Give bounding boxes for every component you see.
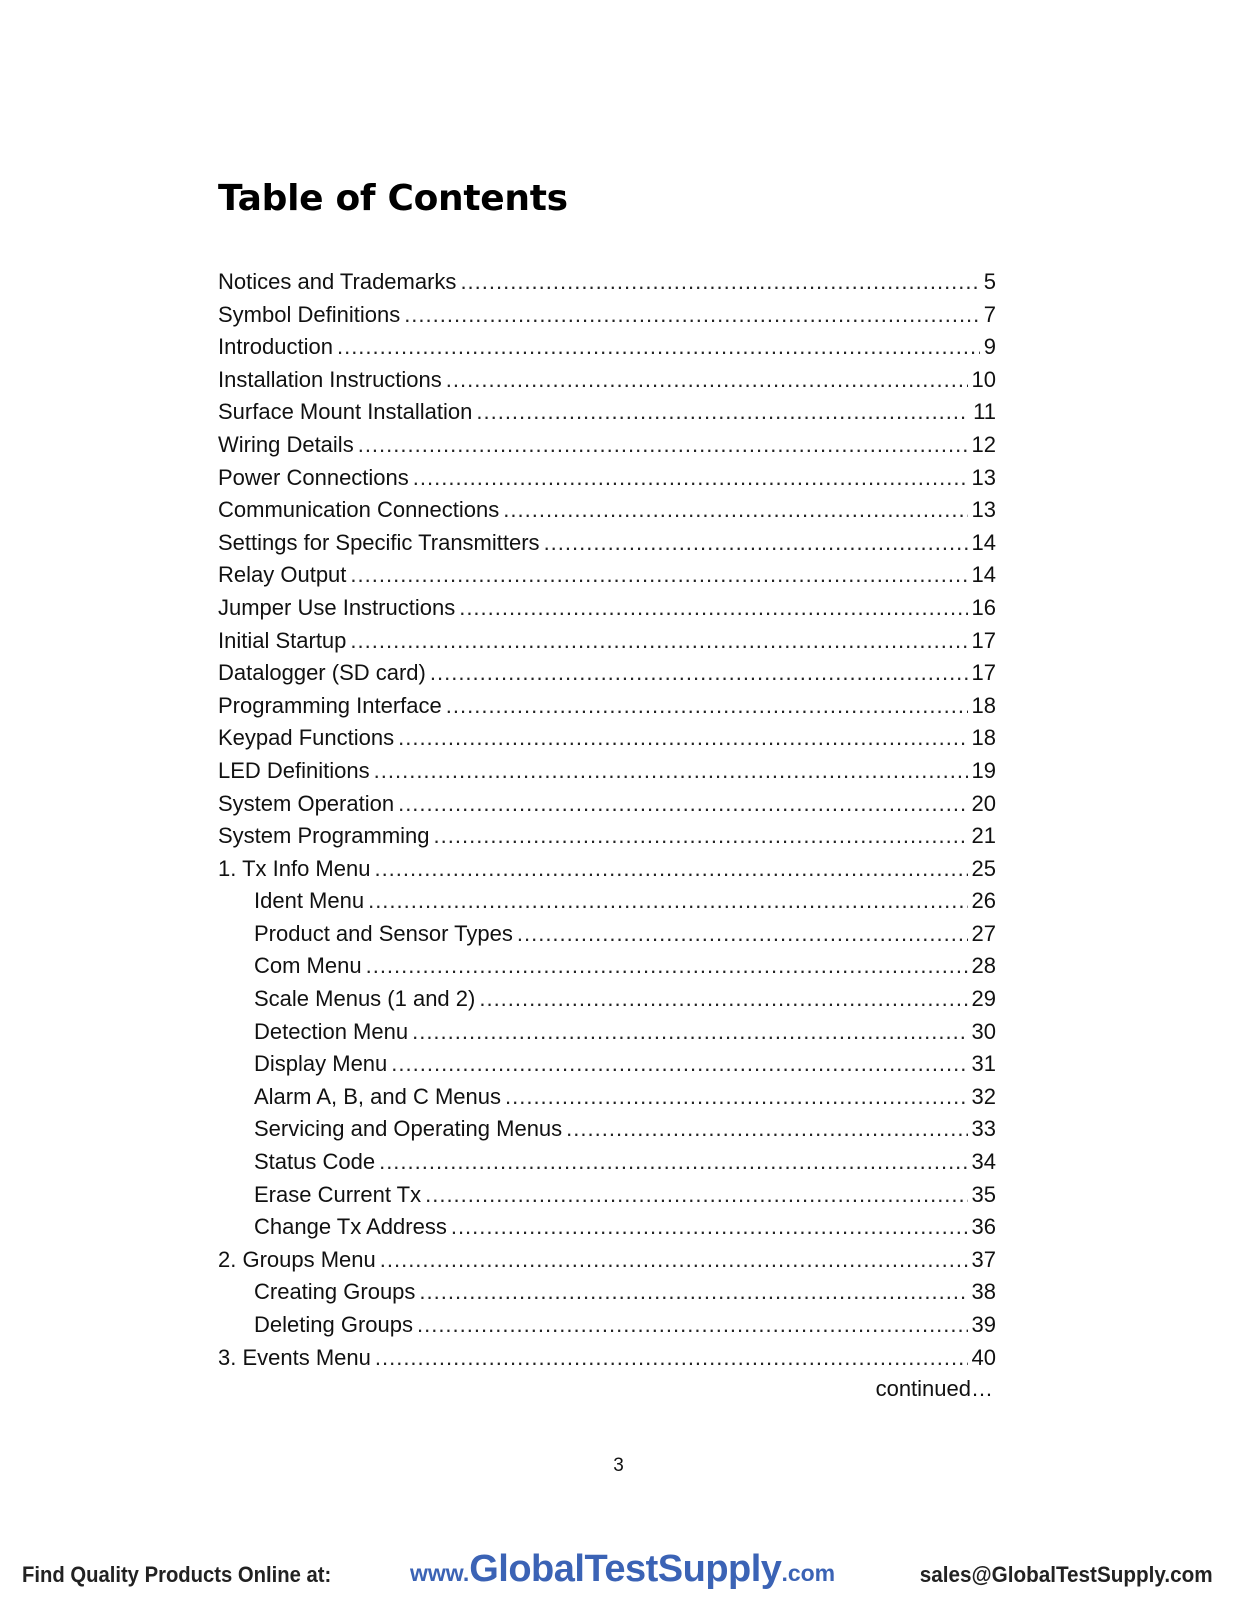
toc-dot-leader (368, 885, 967, 918)
toc-entry-label: 2. Groups Menu (218, 1246, 376, 1272)
toc-entry[interactable] (218, 885, 996, 918)
toc-entry[interactable] (218, 722, 996, 755)
page-title: Table of Contents (218, 178, 568, 219)
toc-dot-leader (366, 950, 968, 983)
toc-entry-label: Keypad Functions (218, 725, 395, 751)
toc-dot-leader (358, 429, 968, 462)
toc-entry-page: 17 (971, 660, 996, 686)
toc-entry-label: Introduction (218, 334, 333, 360)
toc-entry-page: 20 (971, 790, 996, 816)
toc-dot-leader (375, 1342, 968, 1375)
toc-entry[interactable] (218, 1146, 996, 1179)
toc-entry-page: 7 (983, 301, 996, 327)
toc-entry-page: 5 (983, 269, 996, 294)
toc-entry[interactable] (218, 364, 996, 397)
toc-dot-leader (350, 559, 967, 592)
toc-dot-leader (479, 983, 967, 1016)
toc-entry-label: Jumper Use Instructions (218, 594, 456, 620)
toc-dot-leader (379, 1146, 967, 1179)
toc-entry-page: 38 (971, 1279, 996, 1305)
toc-entry[interactable] (218, 690, 996, 723)
toc-entry[interactable] (218, 1048, 996, 1081)
toc-entry-label: Surface Mount Installation (218, 399, 473, 425)
toc-entry[interactable] (218, 1309, 996, 1342)
toc-entry[interactable] (218, 657, 996, 690)
toc-entry[interactable] (218, 1016, 996, 1049)
toc-dot-leader (374, 853, 967, 886)
toc-dot-leader (451, 1211, 968, 1244)
toc-entry-label: Relay Output (218, 562, 347, 588)
toc-entry-label: Scale Menus (1 and 2) (254, 986, 476, 1012)
toc-dot-leader (505, 1081, 968, 1114)
toc-entry-page: 13 (971, 497, 996, 523)
toc-entry-label: System Operation (218, 790, 395, 816)
toc-dot-leader (350, 625, 967, 658)
footer-tagline: Find Quality Products Online at: (22, 1562, 332, 1587)
toc-entry-label: Notices and Trademarks (218, 269, 457, 294)
toc-entry[interactable] (218, 396, 996, 429)
toc-entry-label: Installation Instructions (218, 366, 442, 392)
toc-entry-page: 14 (971, 529, 996, 555)
toc-entry[interactable] (218, 559, 996, 592)
toc-entry[interactable] (218, 592, 996, 625)
toc-entry-page: 25 (971, 855, 996, 881)
toc-entry-page: 32 (971, 1083, 996, 1109)
toc-dot-leader (380, 1244, 968, 1277)
toc-entry-label: Detection Menu (254, 1018, 409, 1044)
toc-entry-label: Servicing and Operating Menus (254, 1116, 563, 1142)
page-number: 3 (613, 1455, 624, 1476)
toc-entry[interactable] (218, 788, 996, 821)
toc-entry-label: Datalogger (SD card) (218, 660, 426, 686)
toc-dot-leader (517, 918, 968, 951)
toc-dot-leader (412, 1016, 967, 1049)
toc-entry[interactable] (218, 853, 996, 886)
toc-dot-leader (430, 657, 968, 690)
footer-site-name: GlobalTestSupply (469, 1548, 782, 1590)
toc-entry[interactable] (218, 1081, 996, 1114)
toc-entry-label: Ident Menu (254, 888, 365, 914)
toc-entry-label: 3. Events Menu (218, 1344, 371, 1370)
toc-entry-page: 34 (971, 1149, 996, 1175)
toc-entry[interactable] (218, 1342, 996, 1375)
toc-entry-label: Symbol Definitions (218, 301, 401, 327)
toc-entry-page: 11 (973, 399, 996, 425)
toc-entry-page: 35 (971, 1181, 996, 1207)
toc-dot-leader (398, 788, 967, 821)
toc-entry-page: 21 (971, 823, 996, 849)
toc-entry-label: Com Menu (254, 953, 362, 979)
toc-entry[interactable] (218, 625, 996, 658)
toc-dot-leader (374, 755, 968, 788)
toc-entry[interactable] (218, 299, 996, 332)
toc-entry-label: Erase Current Tx (254, 1181, 422, 1207)
toc-entry-page: 31 (971, 1051, 996, 1077)
toc-entry[interactable] (218, 755, 996, 788)
toc-entry-label: Status Code (254, 1149, 376, 1175)
toc-entry-page: 17 (971, 627, 996, 653)
toc-dot-leader (404, 299, 980, 332)
toc-dot-leader (434, 820, 968, 853)
toc-entry[interactable] (218, 462, 996, 495)
toc-entry-label: Communication Connections (218, 497, 500, 523)
toc-entry-page: 33 (971, 1116, 996, 1142)
toc-entry[interactable] (218, 1211, 996, 1244)
toc-entry-page: 37 (971, 1246, 996, 1272)
table-of-contents (218, 266, 996, 1374)
toc-entry-label: Initial Startup (218, 627, 347, 653)
toc-entry-label: Wiring Details (218, 431, 354, 457)
toc-entry-page: 18 (971, 725, 996, 751)
toc-entry-page: 39 (971, 1312, 996, 1337)
toc-dot-leader (460, 266, 979, 299)
toc-dot-leader (459, 592, 967, 625)
toc-entry[interactable] (218, 429, 996, 462)
toc-entry-page: 18 (971, 692, 996, 718)
toc-entry-label: Programming Interface (218, 692, 442, 718)
toc-entry-label: Settings for Specific Transmitters (218, 529, 540, 555)
toc-entry-page: 14 (971, 562, 996, 588)
toc-entry-page: 13 (971, 464, 996, 490)
toc-entry-label: Deleting Groups (254, 1312, 413, 1337)
toc-entry-label: LED Definitions (218, 757, 370, 783)
toc-entry-label: Power Connections (218, 464, 409, 490)
continued-note: continued… (875, 1376, 993, 1401)
toc-entry[interactable] (218, 950, 996, 983)
toc-entry[interactable] (218, 331, 996, 364)
toc-entry-label: Alarm A, B, and C Menus (254, 1083, 501, 1109)
toc-dot-leader (337, 331, 980, 364)
toc-dot-leader (419, 1276, 967, 1309)
toc-entry[interactable] (218, 1276, 996, 1309)
toc-entry-label: Product and Sensor Types (254, 920, 513, 946)
toc-entry[interactable] (218, 266, 996, 299)
toc-entry-page: 19 (971, 757, 996, 783)
toc-entry-label: System Programming (218, 823, 430, 849)
toc-dot-leader (425, 1179, 967, 1212)
toc-dot-leader (446, 364, 968, 397)
footer-email-link[interactable]: sales@GlobalTestSupply.com (920, 1562, 1213, 1587)
toc-entry-page: 16 (971, 594, 996, 620)
toc-dot-leader (398, 722, 967, 755)
toc-dot-leader (544, 527, 968, 560)
toc-entry-page: 26 (971, 888, 996, 914)
toc-entry-page: 10 (971, 366, 996, 392)
footer-site-prefix: www. (410, 1560, 470, 1586)
toc-entry[interactable] (218, 918, 996, 951)
toc-entry-page: 40 (971, 1344, 996, 1370)
toc-entry-page: 29 (971, 986, 996, 1012)
toc-dot-leader (417, 1309, 968, 1342)
toc-entry-page: 36 (971, 1214, 996, 1240)
footer-site-suffix: .com (781, 1560, 836, 1586)
toc-dot-leader (413, 462, 968, 495)
toc-entry[interactable] (218, 983, 996, 1016)
toc-entry-page: 28 (971, 953, 996, 979)
toc-entry[interactable] (218, 1244, 996, 1277)
toc-entry-page: 30 (971, 1018, 996, 1044)
toc-dot-leader (446, 690, 968, 723)
toc-entry-page: 9 (983, 334, 996, 360)
footer (0, 1548, 1237, 1600)
toc-dot-leader (391, 1048, 967, 1081)
toc-entry[interactable] (218, 820, 996, 853)
toc-dot-leader (503, 494, 967, 527)
toc-entry-page: 27 (971, 920, 996, 946)
footer-website-link[interactable] (410, 1548, 835, 1591)
toc-entry-page: 12 (971, 431, 996, 457)
toc-dot-leader (476, 396, 969, 429)
toc-entry[interactable] (218, 494, 996, 527)
toc-entry-label: Change Tx Address (254, 1214, 447, 1240)
toc-entry[interactable] (218, 1113, 996, 1146)
toc-entry-label: Display Menu (254, 1051, 388, 1077)
toc-entry-label: 1. Tx Info Menu (218, 855, 371, 881)
toc-entry[interactable] (218, 1179, 996, 1212)
toc-entry[interactable] (218, 527, 996, 560)
toc-entry-label: Creating Groups (254, 1279, 416, 1305)
toc-dot-leader (566, 1113, 967, 1146)
